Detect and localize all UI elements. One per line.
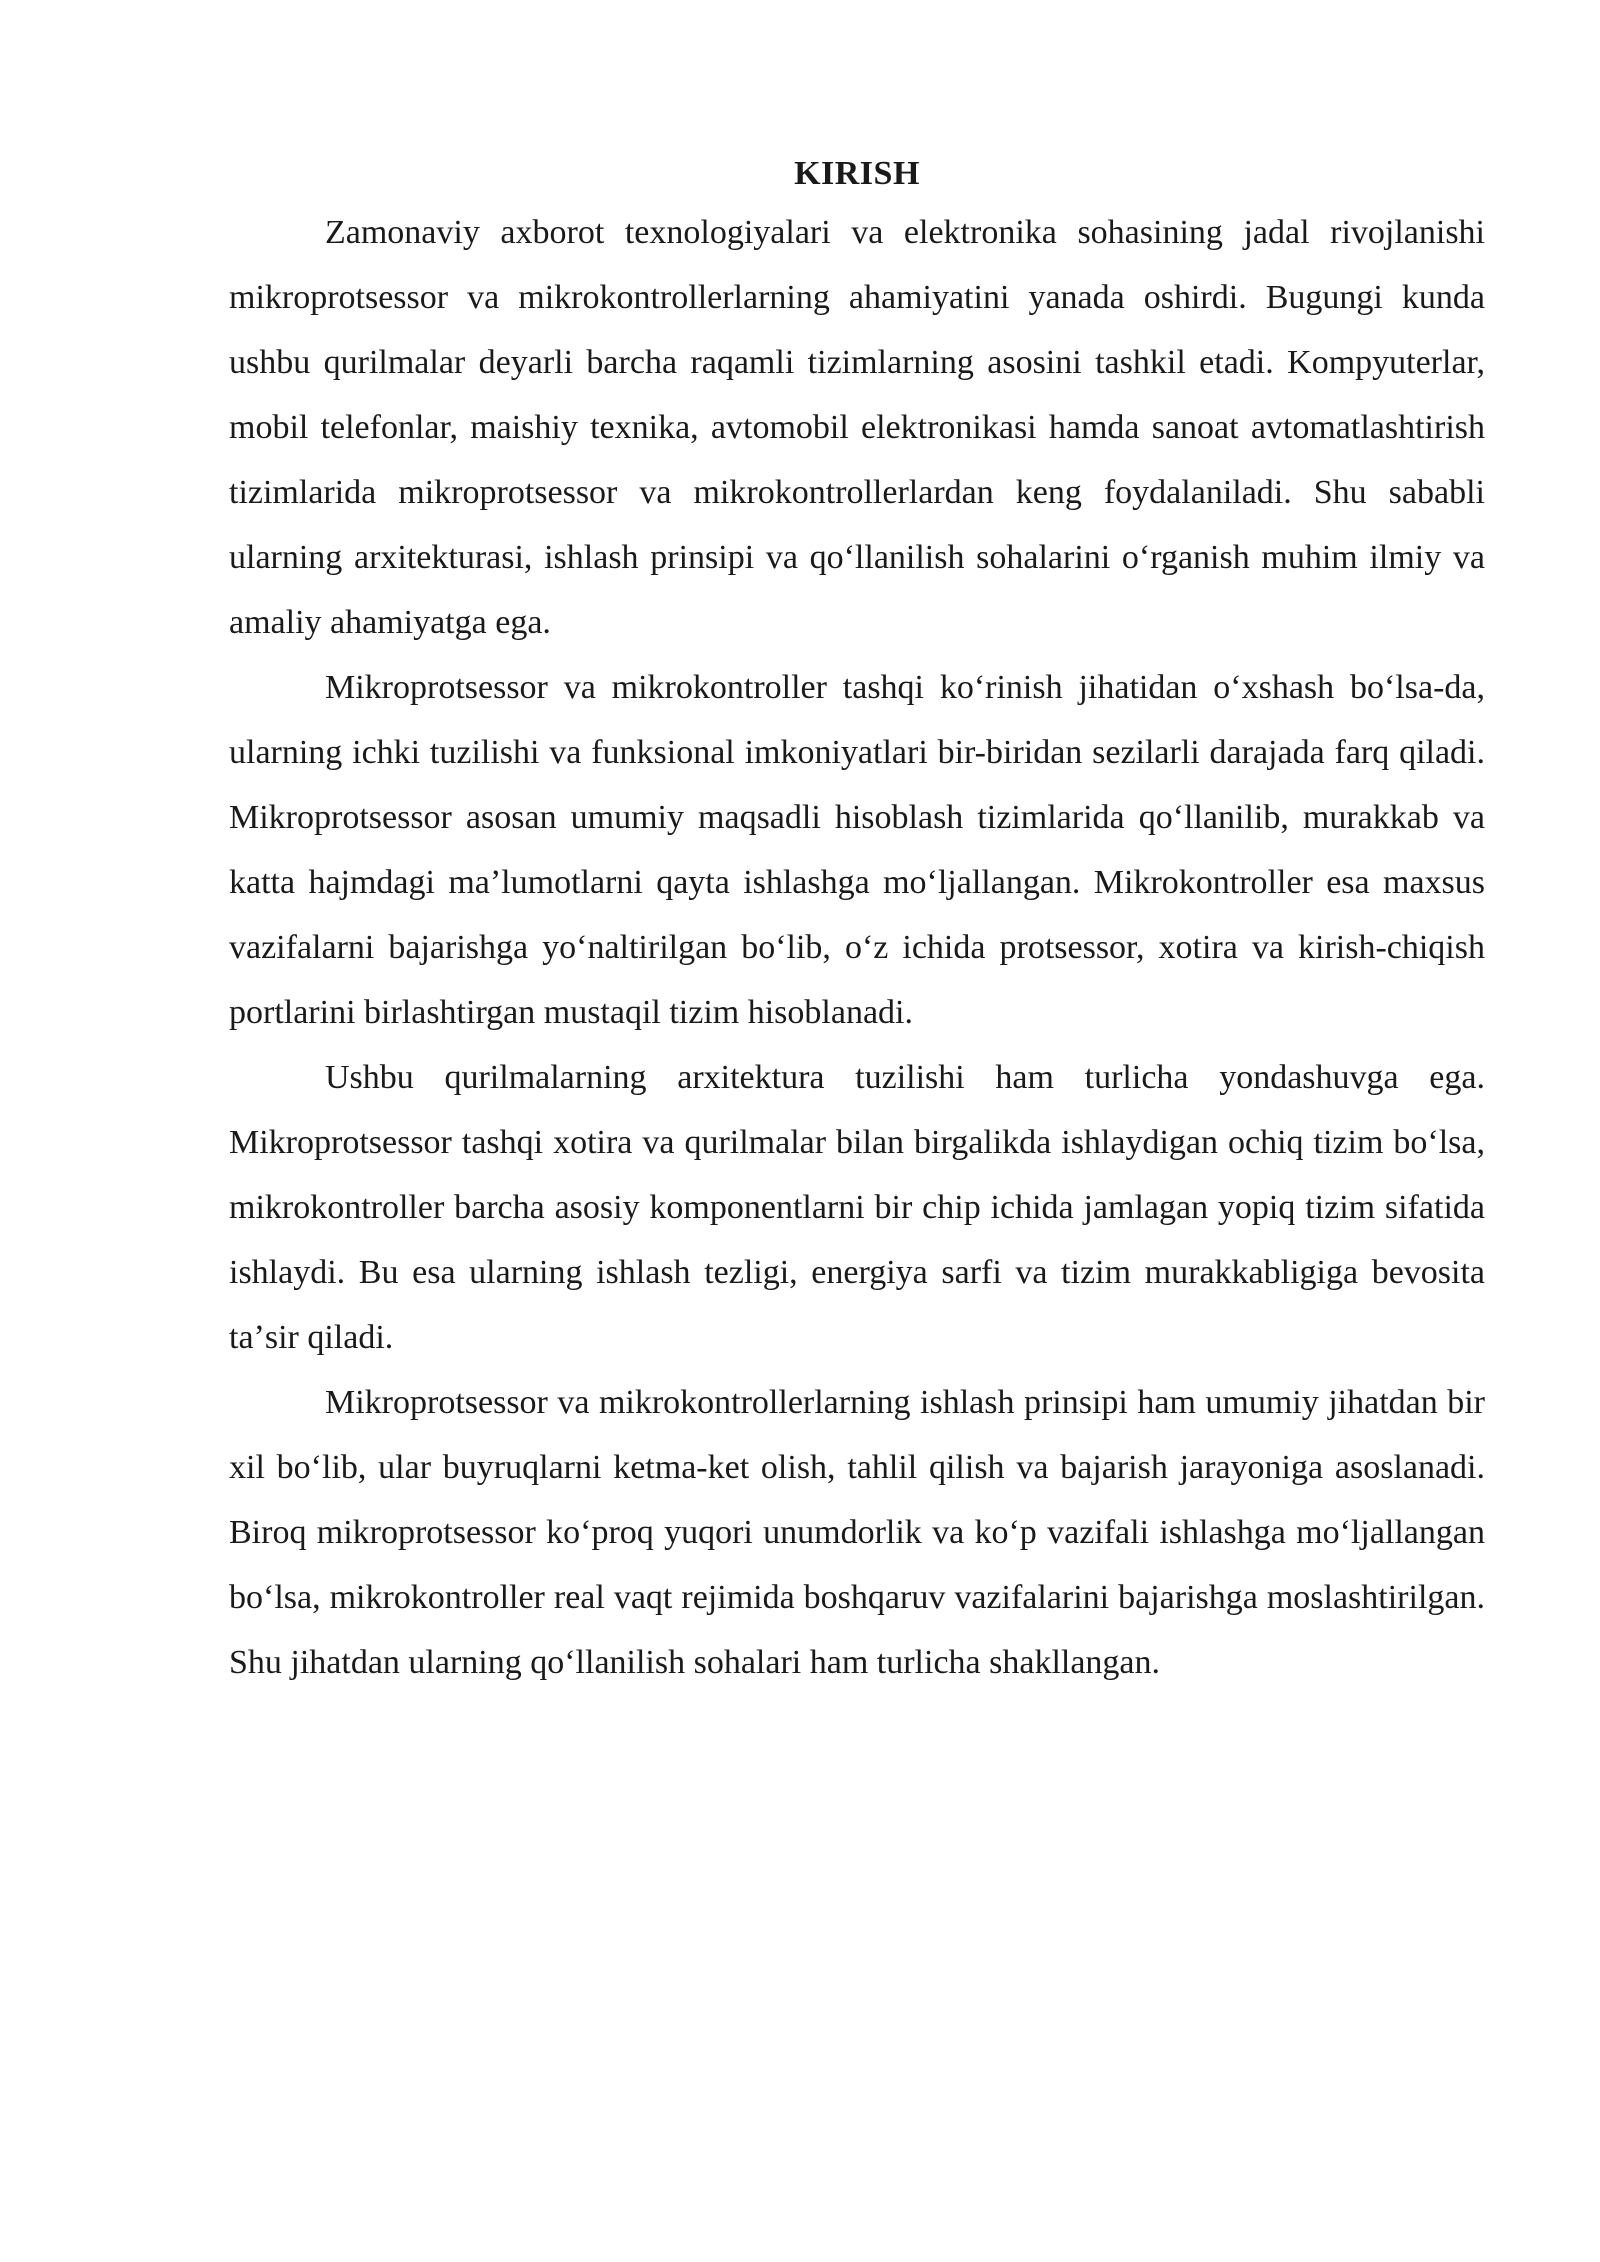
paragraph-principle: Mikroprotsessor va mikrokontrollerlarning ishlash prinsipi ham umumiy jihatdan bir xil boʻlib, ular buyruqlarni ketma-ket olish, tahlil qilish va bajarish jarayoniga asoslanadi. Biroq mikroprotsessor koʻproq yuqori unumdorlik va koʻp vazifali ishlashga moʻljallangan boʻlsa, mikrokontroller real vaqt rejimida boshqaruv vazifalarini bajarishga moslashtirilgan. Shu jihatdan ularning qoʻllanilish sohalari ham turlicha shakllangan. (229, 1384, 1485, 1681)
page-title: KIRISH (794, 155, 920, 192)
paragraph-architecture: Ushbu qurilmalarning arxitektura tuzilishi ham turlicha yondashuvga ega. Mikroprotsessor tashqi xotira va qurilmalar bilan birgalikda ishlaydigan ochiq tizim boʻlsa, mikrokontroller barcha asosiy komponentlarni bir chip ichida jamlagan yopiq tizim sifatida ishlaydi. Bu esa ularning ishlash tezligi, energiya sarfi va tizim murakkabligiga bevosita taʼsir qiladi. (229, 1059, 1485, 1356)
document-page (229, 150, 1485, 1695)
paragraph-comparison: Mikroprotsessor va mikrokontroller tashqi koʻrinish jihatidan oʻxshash boʻlsa-da, ularning ichki tuzilishi va funksional imkoniyatlari bir-biridan sezilarli darajada farq qiladi. Mikroprotsessor asosan umumiy maqsadli hisoblash tizimlarida qoʻllanilib, murakkab va katta hajmdagi maʼlumotlarni qayta ishlashga moʻljallangan. Mikrokontroller esa maxsus vazifalarni bajarishga yoʻnaltirilgan boʻlib, oʻz ichida protsessor, xotira va kirish-chiqish portlarini birlashtirgan mustaqil tizim hisoblanadi. (229, 669, 1485, 1031)
paragraph-intro: Zamonaviy axborot texnologiyalari va elektronika sohasining jadal rivojlanishi mikroprotsessor va mikrokontrollerlarning ahamiyatini yanada oshirdi. Bugungi kunda ushbu qurilmalar deyarli barcha raqamli tizimlarning asosini tashkil etadi. Kompyuterlar, mobil telefonlar, maishiy texnika, avtomobil elektronikasi hamda sanoat avtomatlashtirish tizimlarida mikroprotsessor va mikrokontrollerlardan keng foydalaniladi. Shu sababli ularning arxitekturasi, ishlash prinsipi va qoʻllanilish sohalarini oʻrganish muhim ilmiy va amaliy ahamiyatga ega. (229, 214, 1485, 641)
